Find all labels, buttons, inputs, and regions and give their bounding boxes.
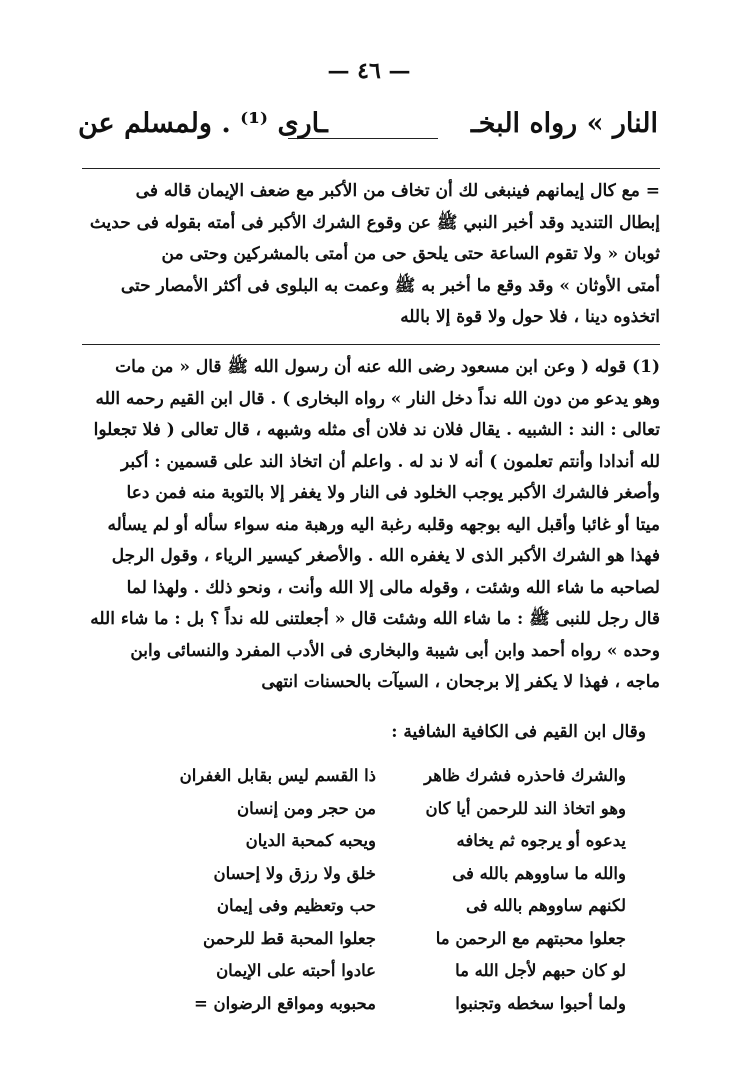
verse-first-half: يدعوه أو يرجوه ثم يخافه (456, 831, 626, 850)
verse-first-half: لكنهم ساووهم بالله فى (465, 896, 626, 915)
verse-second-half: ذا القسم ليس بقابل الغفران (179, 766, 376, 785)
text-line: وحده » رواه أحمد وابن أبى شيبة والبخارى فى الأدب المفرد والنسائى وابن (130, 640, 660, 661)
verse-row (140, 890, 626, 923)
verse-first-half: ولما أحبوا سخطه وتجنبوا (455, 993, 626, 1013)
running-text-header (78, 108, 658, 154)
verse-row (140, 955, 626, 988)
verse-first-half: والشرك فاحذره فشرك ظاهر (424, 766, 626, 785)
verse-first-half: وهو اتخاذ الند للرحمن أيا كان (425, 798, 626, 818)
text-line: فهذا هو الشرك الأكبر الذى لا يغفره الله . والأصغر كيسير الرياء ، وقول الرجل (111, 546, 660, 566)
verse-second-half: جعلوا المحبة قط للرحمن (202, 928, 376, 948)
top-rule (82, 168, 660, 169)
text-line: إبطال التنديد وقد أخبر النبي ﷺ عن وقوع الشرك الأكبر فى أمته بقوله فى حديث (89, 212, 660, 233)
text-line: تعالى : الند : الشبيه . يقال فلان ند فلان أى مثله وشبهه ، قال تعالى ( فلا تجعلوا (93, 420, 660, 440)
text-line: لصاحبه ما شاء الله وشئت ، وقوله مالى إلا الله وأنت ، ونحو ذلك . ولهذا لما (126, 577, 660, 598)
poem-verses (140, 760, 626, 1020)
verse-first-half: لو كان حبهم لأجل الله ما (455, 961, 626, 980)
page-number: — ٤٦ — (327, 58, 411, 84)
verse-first-half: جعلوا محبتهم مع الرحمن ما (435, 928, 626, 948)
header-right-text: النار » رواه البخـ (470, 108, 658, 139)
text-line: وأصغر فالشرك الأكبر يوجب الخلود فى النار ولا يغفر إلا بالتوبة منه فمن دعا (126, 483, 660, 503)
text-line: قال رجل للنبى ﷺ : ما شاء الله وشئت قال « أجعلتنى لله نداً ؟ بل : ما شاء الله (90, 609, 660, 629)
verse-second-half: حب وتعظيم وفى إيمان (216, 896, 376, 915)
verse-second-half: محبوبه ومواقع الرضوان = (193, 993, 376, 1013)
text-line: وهو يدعو من دون الله نداً دخل النار » رواه البخارى ) . قال ابن القيم رحمه الله (95, 388, 660, 409)
verse-row (140, 825, 626, 858)
verse-row (140, 793, 626, 826)
verse-second-half: خلق ولا رزق ولا إحسان (213, 863, 376, 883)
verse-first-half: والله ما ساووهم بالله فى (452, 863, 626, 883)
text-line: لله أندادا وأنتم تعلمون ) أنه لا ند له . واعلم أن اتخاذ الند على قسمين : أكبر (121, 451, 660, 472)
text-line: ثوبان « ولا تقوم الساعة حتى يلحق حى من أمتى بالمشركين وحتى من (161, 244, 660, 264)
verse-second-half: ويحبه كمحبة الديان (245, 831, 376, 850)
verse-intro: وقال ابن القيم فى الكافية الشافية : (391, 722, 646, 742)
header-left-text: ـارى ⁽¹⁾ . ولمسلم عن (78, 108, 328, 139)
verse-row (140, 923, 626, 956)
verse-row (140, 858, 626, 891)
footnote-block (82, 352, 660, 699)
verse-row (140, 760, 626, 793)
footnote-rule (82, 344, 660, 345)
verse-row (140, 988, 626, 1021)
verse-second-half: من حجر ومن إنسان (237, 798, 376, 818)
text-line: اتخذوه دينا ، فلا حول ولا قوة إلا بالله (400, 307, 660, 327)
text-line: (1) قوله ( وعن ابن مسعود رضى الله عنه أن رسول الله ﷺ قال « من مات (115, 357, 660, 377)
text-line: ميتا أو غائبا وأقبل اليه بوجهه وقلبه رغبة اليه ورهبة منه سواء سأله أو لم يسأله (107, 514, 660, 535)
text-line: ماجه ، فهذا لا يكفر إلا برجحان ، السيآت بالحسنات انتهى (261, 672, 660, 692)
text-line: = مع كال إيمانهم فينبغى لك أن تخاف من الأكبر مع ضعف الإيمان قاله فى (135, 181, 660, 201)
main-commentary-block (82, 176, 660, 334)
text-line: أمتى الأوثان » وقد وقع ما أخبر به ﷺ وعمت به البلوى فى أكثر الأمصار حتى (120, 275, 660, 296)
verse-second-half: عادوا أحبته على الإيمان (216, 961, 376, 980)
